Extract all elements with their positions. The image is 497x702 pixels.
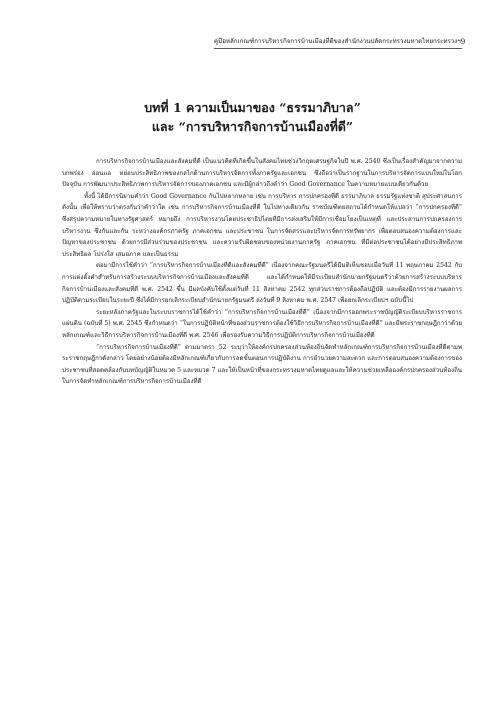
body-text: [62, 156, 462, 388]
paragraph: ต่อมามีการใช้คำว่า “การบริหารกิจการบ้านเมืองที่ดีและสังคมที่ดี” เนื่องจากคณะรัฐมนตรีได้มีมติเห็นชอบเมื่อวันที่ 11 พฤษภาคม 2542 กับการแต่งตั้งคำสำหรับการสร้างระบบบริหารกิจการบ้านเมืองและสังคมที่ดี และได้กำหนดให้มีระเบียบสำนักนายกรัฐมนตรีว่าด้วยการสร้างระบบบริหารกิจการบ้านเมืองและสังคมที่ดี พ.ศ. 2542 ขึ้น มีผลบังคับใช้ตั้งแต่วันที่ 11 สิงหาคม 2542 ทุกส่วนราชการต้องถือปฏิบัติ และต้องมีการรายงานผลการปฏิบัติตามระเบียบในระยะปี ซึ่งได้มีการยกเลิกระเบียบสำนักนายกรัฐมนตรี ลงวันที่ 9 สิงหาคม พ.ศ. 2547 เพื่อยกเลิกระเบียบฯ ฉบับนี้ไป: [62, 262, 462, 305]
paragraph: ระยะหลังภาครัฐและในระบบราชการได้ใช้คำว่า “การบริหารกิจการบ้านเมืองที่ดี” เนื่องจากมีการออกพระราชบัญญัติระเบียบบริหารราชการแผ่นดิน (ฉบับที่ 5) พ.ศ. 2545 ซึ่งกำหนดว่า “ในการปฏิบัติหน้าที่ของส่วนราชการต้องใช้วิธีการบริหารกิจการบ้านเมืองที่ดี” และมีพระราชกฤษฎีกาว่าด้วยหลักเกณฑ์และวิธีการบริหารกิจการบ้านเมืองที่ดี พ.ศ. 2546 เพื่อรองรับความวิธีการปฏิบัติการบริหารกิจการบ้านเมืองที่ดี: [62, 308, 462, 339]
header-rule: [214, 48, 462, 49]
paragraph: การบริหารกิจการบ้านเมืองและสังคมที่ดี เป็นแนวคิดที่เกิดขึ้นในสังคมไทยช่วงวิกฤตเศรษฐกิจในปี พ.ศ. 2540 ซึ่งเป็นเรื่องสำคัญมาจากความบกพร่อง อ่อนแอ หย่อนประสิทธิภาพของกลไกด้านการบริหารจัดการทั้งภาครัฐและเอกชน ซึ่งถือว่าเป็นรากฐานในการบริหารจัดการแบบใหม่ในโลกปัจจุบัน การพัฒนาประสิทธิภาพการบริหารจัดการของภาคเอกชน และมีผู้กล่าวถึงคำว่า Good Governance ในความหมายแบบเดียวกันด้วย: [62, 158, 462, 189]
paragraph: ทั้งนี้ ได้มีการนิยามคำว่า Good Governance กันไปหลากหลาย เช่น การบริหาร การปกครองที่ดี ธรรมาภิบาล ธรรมรัฐแห่งชาติ สุประศาสนการ ดังนั้น เพื่อให้ทราบว่าตรงกันว่าคำว่าใด เช่น การบริหารกิจการบ้านเมืองที่ดี ในไปทางเดียวกัน ราชบัณฑิตยสถานได้กำหนดให้แปลว่า “การปกครองที่ดี” ซึ่งสรุปความหมายในทางรัฐศาสตร์ หมายถึง การบริหารงานโดยประชาธิปไตยที่มีการส่งเสริมให้มีการเชื่อมโยงเป็นเหตุที่ และประสานการปกครองการบริหารงาน ซึ่งกันและกัน ระหว่างองค์กรภาครัฐ ภาคเอกชน และประชาชน ในการจัดสรรและบริหารจัดการทรัพยากร เพื่อตอบสนองความต้องการและปัญหาของประชาชน ด้วยการมีส่วนร่วมของประชาชน และความรับผิดชอบของหน่วยงานภาครัฐ ภาคเอกชน ที่มีต่อประชาชนได้อย่างมีประสิทธิภาพ ประสิทธิผล โปร่งใส เสมอภาค และเป็นธรรม: [62, 192, 462, 258]
paragraph: “การบริหารกิจการบ้านเมืองที่ดี” ตามมาตรา 52 ระบุว่าให้องค์กรปกครองส่วนท้องถิ่นจัดทำหลักเกณฑ์การบริหารกิจการบ้านเมืองที่ดีตามพระราชกฤษฎีกาดังกล่าว โดยอย่างน้อยต้องมีหลักเกณฑ์เกี่ยวกับการลดขั้นตอนการปฏิบัติงาน การอำนวยความสะดวก และการตอบสนองความต้องการของประชาชนที่สอดคล้องกับบทบัญญัติในหมวด 5 และหมวด 7 และให้เป็นหน้าที่ของกระทรวงมหาดไทยดูแลและให้ความช่วยเหลือองค์กรปกครองส่วนท้องถิ่นในการจัดทำหลักเกณฑ์การบริหารกิจการบ้านเมืองที่ดี: [62, 343, 462, 386]
chapter-title-line-1: บทที่ 1 ความเป็นมาของ “ธรรมาภิบาล”: [144, 100, 361, 115]
page-header: [214, 34, 466, 46]
page-number: 9: [460, 38, 466, 46]
chapter-title: [40, 98, 465, 136]
running-title: คู่มือหลักเกณฑ์การบริหารกิจการบ้านเมืองที่ดีของสำนักงานปลัดกระทรวงมหาดไทยกระทรวงฯ: [214, 38, 461, 45]
chapter-title-line-2: และ “การบริหารกิจการบ้านเมืองที่ดี”: [151, 119, 354, 134]
